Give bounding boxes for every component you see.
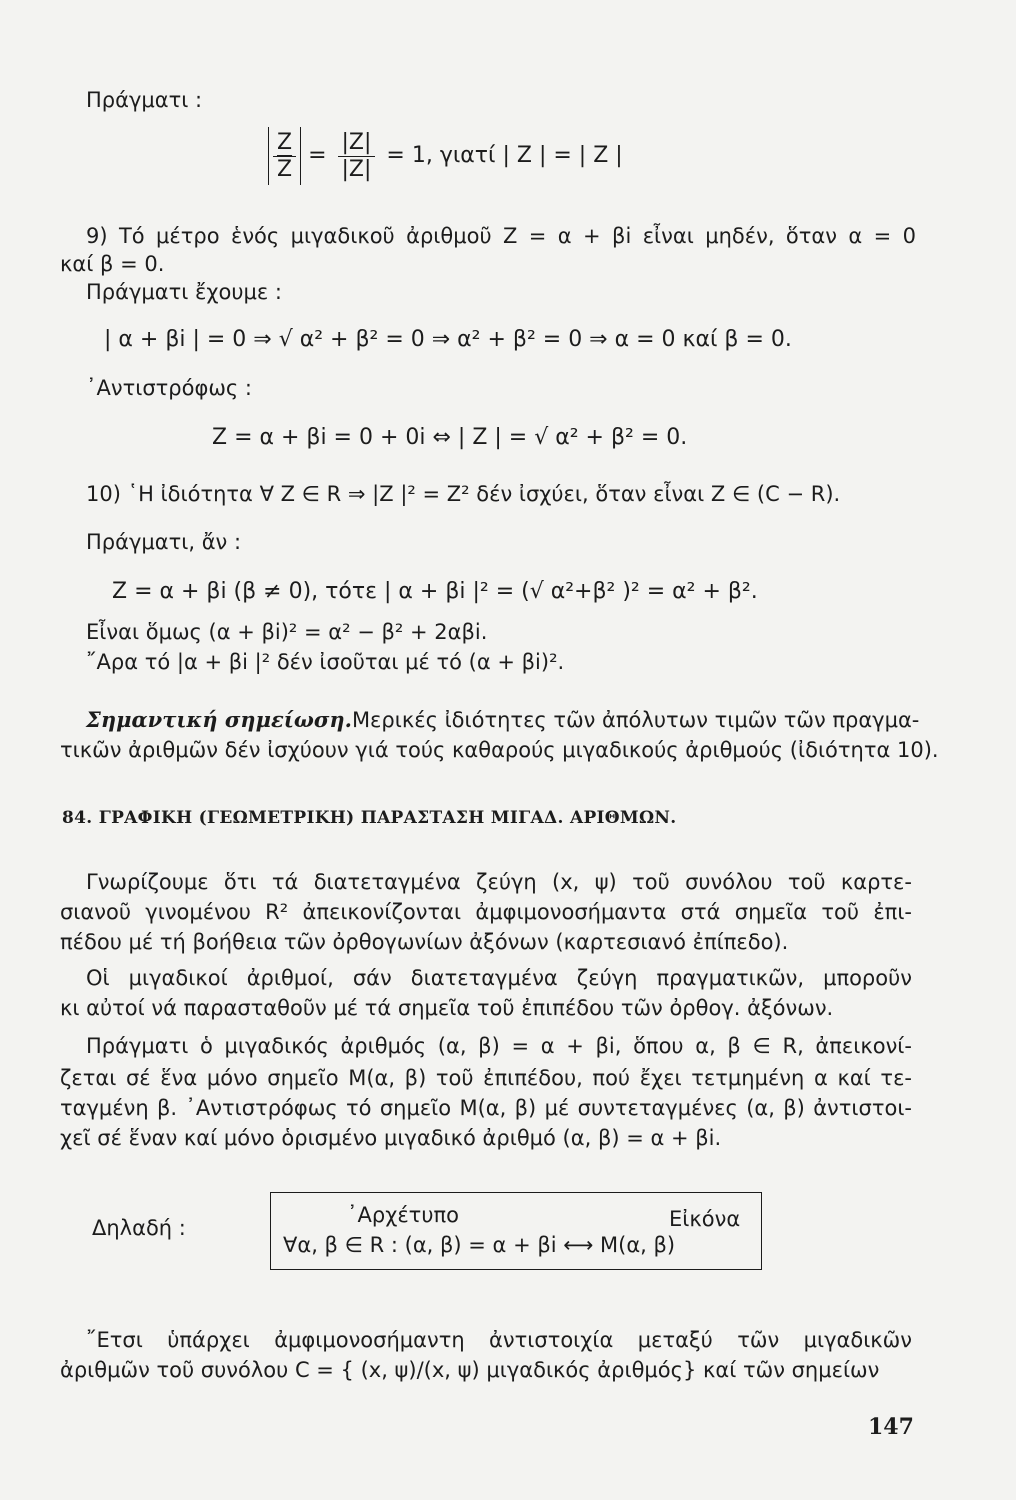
note-heading: Σημαντική σημείωση. [86,707,352,732]
abs-bar [300,127,301,185]
text-line: Εἶναι ὅμως (α + βi)² = α² − β² + 2αβi. [86,620,488,644]
fraction-numerator: Z [273,130,296,157]
formula-square-modulus: Z = α + βi (β ≠ 0), τότε | α + βi |² = (√ α²+β² )² = α² + β². [112,579,758,604]
text-line: σιανοῦ γινομένου R² ἀπεικονίζονται ἀμφιμονοσήμαντα στά σημεῖα τοῦ ἐπι- [60,900,912,924]
text-line: ῎Αρα τό |α + βi |² δέν ἰσοῦται μέ τό (α + βi)². [86,650,565,674]
formula-converse: Z = α + βi = 0 + 0i ⇔ | Z | = √ α² + β² = 0. [212,425,688,450]
text-line: ταγμένη β. ᾿Αντιστρόφως τό σημεῖο Μ(α, β) μέ συντεταγμένες (α, β) ἀντιστοι- [60,1096,912,1120]
text-line: κι αὐτοί νά παρασταθοῦν μέ τά σημεῖα τοῦ ἐπιπέδου τῶν ὀρθογ. ἀξόνων. [60,996,834,1020]
text-line: Πράγματι, ἄν : [86,530,242,554]
text-line: 10) ῾Η ἰδιότητα ∀ Z ∈ R ⇒ |Z |² = Z² δέν ἰσχύει, ὅταν εἶναι Z ∈ (C − R). [86,482,841,506]
fraction-denominator: |Z| [341,156,372,182]
important-note [86,706,920,734]
box-archetype-label: ᾿Αρχέτυπο [347,1203,459,1227]
fraction-denominator: Z [277,156,293,182]
text-line: Πράγματι ἔχουμε : [86,280,282,304]
formula-zero-modulus: | α + βi | = 0 ⇒ √ α² + β² = 0 ⇒ α² + β² = 0 ⇒ α = 0 καί β = 0. [104,327,792,352]
text-line: ζεται σέ ἕνα μόνο σημεῖο Μ(α, β) τοῦ ἐπιπέδου, πού ἔχει τετμημένη α καί τε- [60,1066,912,1090]
text-line: Πράγματι ὁ μιγαδικός ἀριθμός (α, β) = α + βi, ὅπου α, β ∈ R, ἀπεικονί- [86,1034,912,1058]
text-line: τικῶν ἀριθμῶν δέν ἰσχύουν γιά τούς καθαρούς μιγαδικούς ἀριθμούς (ἰδιότητα 10). [60,738,939,762]
page-number: 147 [868,1414,914,1440]
fraction [338,130,376,183]
text-line: ῎Ετσι ὑπάρχει ἀμφιμονοσήμαντη ἀντιστοιχία μεταξύ τῶν μιγαδικῶν [86,1328,912,1352]
text-line: ᾿Αντιστρόφως : [86,376,252,400]
fraction-numerator: |Z| [338,130,376,157]
text-line: 9) Τό μέτρο ἑνός μιγαδικοῦ ἀριθμοῦ Z = α + βi εἶναι μηδέν, ὅταν α = 0 [86,224,916,248]
box-image-label: Εἰκόνα [669,1207,741,1231]
text-line: πέδου μέ τή βοήθεια τῶν ὀρθογωνίων ἀξόνων (καρτεσιανό ἐπίπεδο). [60,930,789,954]
formula-modulus-conjugate [268,126,623,186]
fraction [273,130,296,183]
text-line: ἀριθμῶν τοῦ συνόλου C = { (x, ψ)/(x, ψ) μιγαδικός ἀριθμός} καί τῶν σημείων [60,1358,880,1382]
text-line: καί β = 0. [60,252,165,276]
abs-bar [268,127,269,185]
equals-sign: = [308,143,327,168]
text-line: Δηλαδή : [92,1216,186,1240]
text-line: Οἱ μιγαδικοί ἀριθμοί, σάν διατεταγμένα ζεύγη πραγματικῶν, μποροῦν [86,966,912,990]
mapping-box [270,1192,762,1270]
section-heading: 84. ΓΡΑΦΙΚΗ (ΓΕΩΜΕΤΡΙΚΗ) ΠΑΡΑΣΤΑΣΗ ΜΙΓΑΔ. ΑΡΙΘΜΩΝ. [62,808,677,828]
text-line: Γνωρίζουμε ὅτι τά διατεταγμένα ζεύγη (x, ψ) τοῦ συνόλου τοῦ καρτε- [86,870,912,894]
formula-tail: = 1, γιατί | Z | = | Z | [386,143,623,168]
box-mapping-formula: ∀α, β ∈ R : (α, β) = α + βi ⟷ Μ(α, β) [283,1233,676,1257]
text-line: χεῖ σέ ἕναν καί μόνο ὁρισμένο μιγαδικό ἀριθμό (α, β) = α + βi. [60,1126,722,1150]
note-text: Μερικές ἰδιότητες τῶν ἀπόλυτων τιμῶν τῶν πραγμα- [351,708,920,732]
text-line: Πράγματι : [86,88,203,112]
